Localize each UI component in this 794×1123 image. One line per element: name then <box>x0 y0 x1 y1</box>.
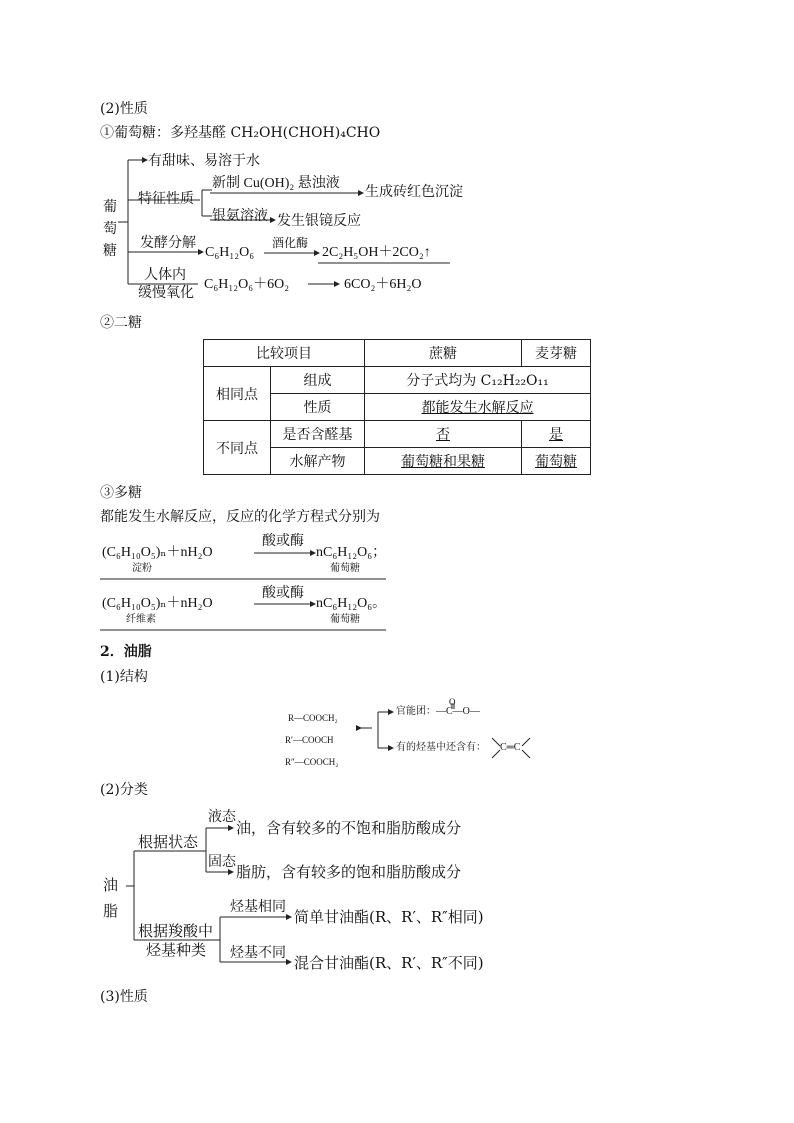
fat-cond-different: 烃基不同 <box>230 945 286 961</box>
equation-1-left-note: 淀粉 <box>132 563 152 574</box>
table-property-label: 性质 <box>271 394 365 421</box>
classification-heading: (2)分类 <box>100 782 148 798</box>
fat-structure-row-3: R″—COOCH₂ <box>285 757 339 767</box>
fat-result-fat: 脂肪，含有较多的饱和脂肪酸成分 <box>236 863 462 881</box>
glucose-root-char-1: 葡 <box>103 199 117 215</box>
table-hydrolysis-maltose: 葡萄糖 <box>522 448 591 475</box>
fat-heading: 2．油脂 <box>100 644 152 660</box>
polysaccharide-heading: ③多糖 <box>100 485 142 501</box>
fat-cond-same: 烃基相同 <box>230 899 286 915</box>
glucose-branch-oxidation-line1: 人体内 <box>144 267 186 283</box>
glucose-heading: ①葡萄糖：多羟基醛 CH₂OH(CHOH)₄CHO <box>100 125 381 141</box>
fat-alkene: C═C <box>500 742 521 753</box>
glucose-branch-sweet: 有甜味、易溶于水 <box>148 153 260 169</box>
table-hydrolysis-label: 水解产物 <box>271 448 365 475</box>
glucose-result-silver-mirror: 发生银镜反应 <box>277 213 361 229</box>
glucose-fermentation-reactant: C₆H₁₂O₆ <box>205 245 255 260</box>
glucose-oxidation-left: C₆H₁₂O₆＋6O₂ <box>204 277 290 292</box>
equation-2-right-note: 葡萄糖 <box>330 614 360 625</box>
table-composition-label: 组成 <box>271 367 365 394</box>
fat-root-char-1: 油 <box>103 876 119 894</box>
fat-result-oil: 油，含有较多的不饱和脂肪酸成分 <box>236 819 462 837</box>
fat-branch-state: 根据状态 <box>138 833 199 851</box>
fat-properties-heading: (3)性质 <box>100 989 148 1005</box>
table-composition-value: 分子式均为 C₁₂H₂₂O₁₁ <box>365 367 591 394</box>
fat-functional-group: —C—O— <box>436 706 480 717</box>
equation-1-left: (C₆H₁₀O₅)ₙ＋nH₂O <box>102 545 213 560</box>
table-aldehyde-sucrose: 否 <box>365 421 522 448</box>
structure-heading: (1)结构 <box>100 669 148 685</box>
glucose-branch-fermentation: 发酵分解 <box>140 235 196 251</box>
table-aldehyde-label: 是否含醛基 <box>271 421 365 448</box>
table-aldehyde-maltose: 是 <box>522 421 591 448</box>
table-hydrolysis-sucrose: 葡萄糖和果糖 <box>365 448 522 475</box>
fat-structure-row-2: R′—COOCH <box>285 735 334 745</box>
glucose-root-char-3: 糖 <box>103 243 117 259</box>
equation-2-left: (C₆H₁₀O₅)ₙ＋nH₂O <box>102 596 213 611</box>
glucose-branch-characteristic: 特征性质 <box>138 191 194 207</box>
polysaccharide-text: 都能发生水解反应，反应的化学方程式分别为 <box>100 509 380 525</box>
glucose-oxidation-right: 6CO₂＋6H₂O <box>344 277 422 292</box>
table-same-label: 相同点 <box>204 367 271 421</box>
disaccharide-heading: ②二糖 <box>100 315 142 331</box>
glucose-fermentation-condition: 酒化酶 <box>272 236 309 250</box>
fat-result-simple: 简单甘油酯(R、R′、R″相同) <box>294 908 484 926</box>
equation-2-right: nC₆H₁₂O₆。 <box>316 596 387 611</box>
equation-1-right-note: 葡萄糖 <box>330 563 360 574</box>
equation-2-condition: 酸或酶 <box>262 585 304 601</box>
fat-functional-group-label: 官能团： <box>396 706 436 717</box>
glucose-fermentation-product: 2C₂H₅OH＋2CO₂↑ <box>322 245 431 260</box>
glucose-reagent-cuoh2: 新制 Cu(OH)₂ 悬浊液 <box>212 176 340 191</box>
equation-1-condition: 酸或酶 <box>262 533 304 549</box>
table-header-sucrose: 蔗糖 <box>365 340 522 367</box>
fat-root-char-2: 脂 <box>103 902 119 920</box>
fat-carbonyl-o: O <box>449 697 456 707</box>
table-header-item: 比较项目 <box>204 340 365 367</box>
table-diff-label: 不同点 <box>204 421 271 475</box>
fat-branch-hydrocarbyl-line1: 根据羧酸中 <box>138 922 214 940</box>
glucose-result-precipitate: 生成砖红色沉淀 <box>365 184 463 200</box>
fat-branch-hydrocarbyl-line2: 烃基种类 <box>146 941 207 959</box>
fat-structure-row-1: R—COOCH₂ <box>288 713 338 723</box>
properties-heading: (2)性质 <box>100 101 148 117</box>
equation-1-right: nC₆H₁₂O₆； <box>316 545 387 560</box>
fat-result-mixed: 混合甘油酯(R、R′、R″不同) <box>294 954 484 972</box>
glucose-reagent-silver: 银氨溶液 <box>212 208 268 224</box>
table-header-maltose: 麦芽糖 <box>522 340 591 367</box>
table-property-value: 都能发生水解反应 <box>365 394 591 421</box>
fat-cond-solid: 固态 <box>208 854 236 870</box>
glucose-root-char-2: 萄 <box>103 221 117 237</box>
fat-cond-liquid: 液态 <box>208 809 236 825</box>
fat-alkene-label: 有的烃基中还含有： <box>396 742 486 753</box>
glucose-branch-oxidation-line2: 缓慢氧化 <box>138 285 194 301</box>
equation-2-left-note: 纤维素 <box>126 614 156 625</box>
